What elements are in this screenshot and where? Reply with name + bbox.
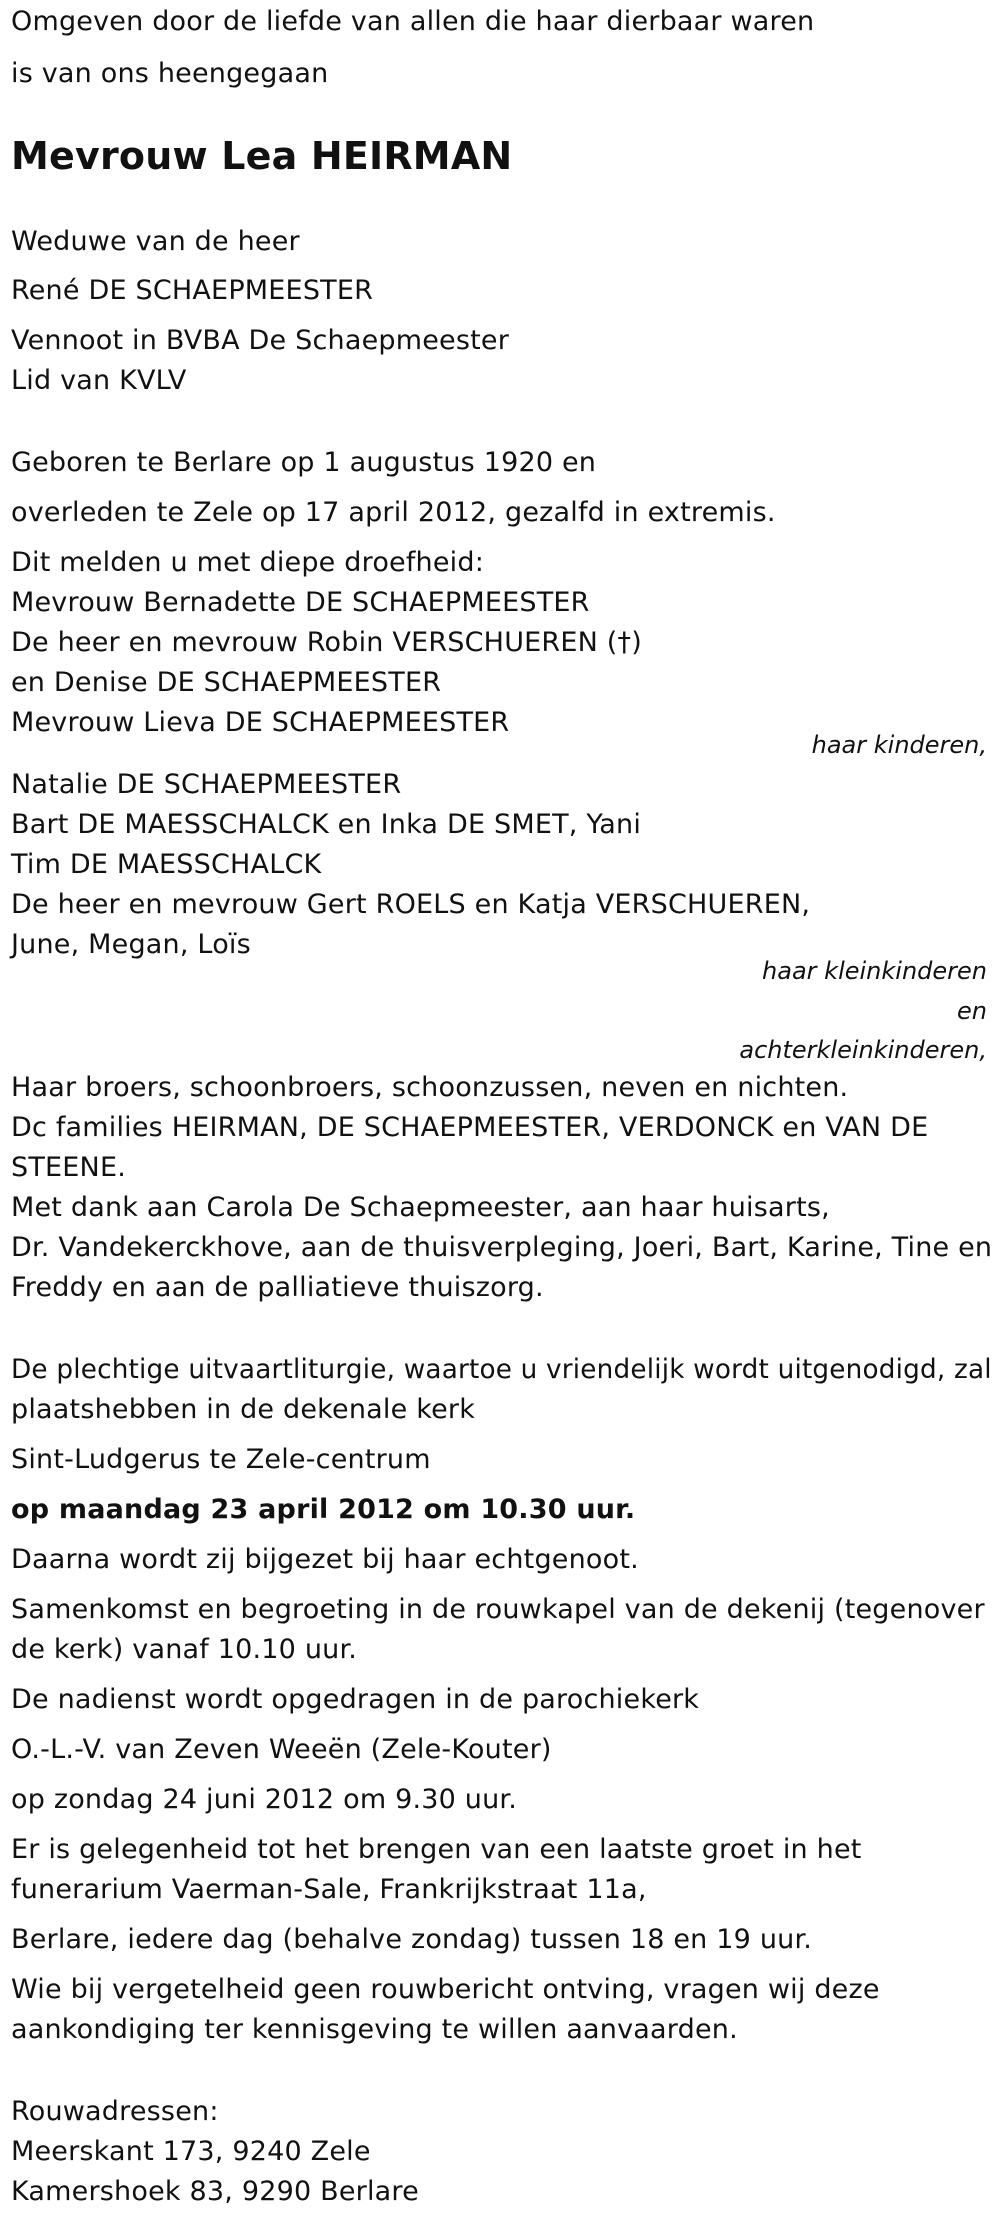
death-line: overleden te Zele op 17 april 2012, gezalfd in extremis. bbox=[11, 497, 776, 528]
memorial-line: op zondag 24 juni 2012 om 9.30 uur. bbox=[11, 1784, 518, 1815]
spouse-name: René DE SCHAEPMEESTER bbox=[11, 275, 374, 306]
membership-line: Lid van KVLV bbox=[11, 365, 187, 396]
children-label: haar kinderen, bbox=[811, 731, 987, 759]
address-line: Meerskant 173, 9240 Zele bbox=[11, 2136, 371, 2167]
thanks-line: Freddy en aan de palliatieve thuiszorg. bbox=[11, 1272, 544, 1303]
notice-line: aankondiging ter kennisgeving te willen aanvaarden. bbox=[11, 2014, 738, 2045]
memorial-line: O.-L.-V. van Zeven Weeën (Zele-Kouter) bbox=[11, 1734, 552, 1765]
funeral-line: De plechtige uitvaartliturgie, waartoe u vriendelijk wordt uitgenodigd, zal bbox=[11, 1354, 992, 1385]
grandchild-line: June, Megan, Loïs bbox=[11, 929, 251, 960]
family-line: Dc families HEIRMAN, DE SCHAEPMEESTER, VERDONCK en VAN DE bbox=[11, 1112, 929, 1143]
farewell-line: Er is gelegenheid tot het brengen van een laatste groet in het bbox=[11, 1834, 862, 1865]
thanks-line: Met dank aan Carola De Schaepmeester, aan haar huisarts, bbox=[11, 1192, 830, 1223]
child-line: Mevrouw Lieva DE SCHAEPMEESTER bbox=[11, 707, 510, 738]
grandchild-line: Natalie DE SCHAEPMEESTER bbox=[11, 769, 402, 800]
family-line: Haar broers, schoonbroers, schoonzussen, neven en nichten. bbox=[11, 1072, 849, 1103]
grandchildren-label: haar kleinkinderen bbox=[762, 957, 987, 985]
grandchildren-label: en bbox=[957, 997, 987, 1025]
addresses-label: Rouwadressen: bbox=[11, 2096, 219, 2127]
grandchildren-label: achterkleinkinderen, bbox=[739, 1036, 987, 1064]
announce-intro: Dit melden u met diepe droefheid: bbox=[11, 547, 485, 578]
occupation-line: Vennoot in BVBA De Schaepmeester bbox=[11, 325, 510, 356]
church-name: Sint-Ludgerus te Zele-centrum bbox=[11, 1444, 431, 1475]
address-line: Kamershoek 83, 9290 Berlare bbox=[11, 2176, 419, 2207]
thanks-line: Dr. Vandekerckhove, aan de thuisverpleging, Joeri, Bart, Karine, Tine en bbox=[11, 1232, 993, 1263]
farewell-line: funerarium Vaerman-Sale, Frankrijkstraat 11a, bbox=[11, 1874, 647, 1905]
child-line: en Denise DE SCHAEPMEESTER bbox=[11, 667, 442, 698]
funeral-date: op maandag 23 april 2012 om 10.30 uur. bbox=[11, 1494, 636, 1525]
intro-line: Omgeven door de liefde van allen die haar dierbaar waren bbox=[11, 6, 815, 37]
meeting-line: Samenkomst en begroeting in de rouwkapel van de dekenij (tegenover bbox=[11, 1594, 985, 1625]
birth-line: Geboren te Berlare op 1 augustus 1920 en bbox=[11, 447, 597, 478]
spouse-line: Weduwe van de heer bbox=[11, 226, 300, 257]
memorial-line: De nadienst wordt opgedragen in de parochiekerk bbox=[11, 1684, 700, 1715]
deceased-name: Mevrouw Lea HEIRMAN bbox=[11, 134, 513, 178]
notice-line: Wie bij vergetelheid geen rouwbericht ontving, vragen wij deze bbox=[11, 1974, 880, 2005]
child-line: Mevrouw Bernadette DE SCHAEPMEESTER bbox=[11, 587, 590, 618]
grandchild-line: De heer en mevrouw Gert ROELS en Katja VERSCHUEREN, bbox=[11, 889, 811, 920]
grandchild-line: Tim DE MAESSCHALCK bbox=[11, 849, 322, 880]
farewell-line: Berlare, iedere dag (behalve zondag) tussen 18 en 19 uur. bbox=[11, 1924, 813, 1955]
intro-line: is van ons heengegaan bbox=[11, 58, 329, 89]
grandchild-line: Bart DE MAESSCHALCK en Inka DE SMET, Yani bbox=[11, 809, 642, 840]
burial-line: Daarna wordt zij bijgezet bij haar echtgenoot. bbox=[11, 1544, 639, 1575]
child-line: De heer en mevrouw Robin VERSCHUEREN (†) bbox=[11, 627, 642, 658]
meeting-line: de kerk) vanaf 10.10 uur. bbox=[11, 1634, 358, 1665]
family-line: STEENE. bbox=[11, 1152, 126, 1183]
funeral-line: plaatshebben in de dekenale kerk bbox=[11, 1394, 476, 1425]
